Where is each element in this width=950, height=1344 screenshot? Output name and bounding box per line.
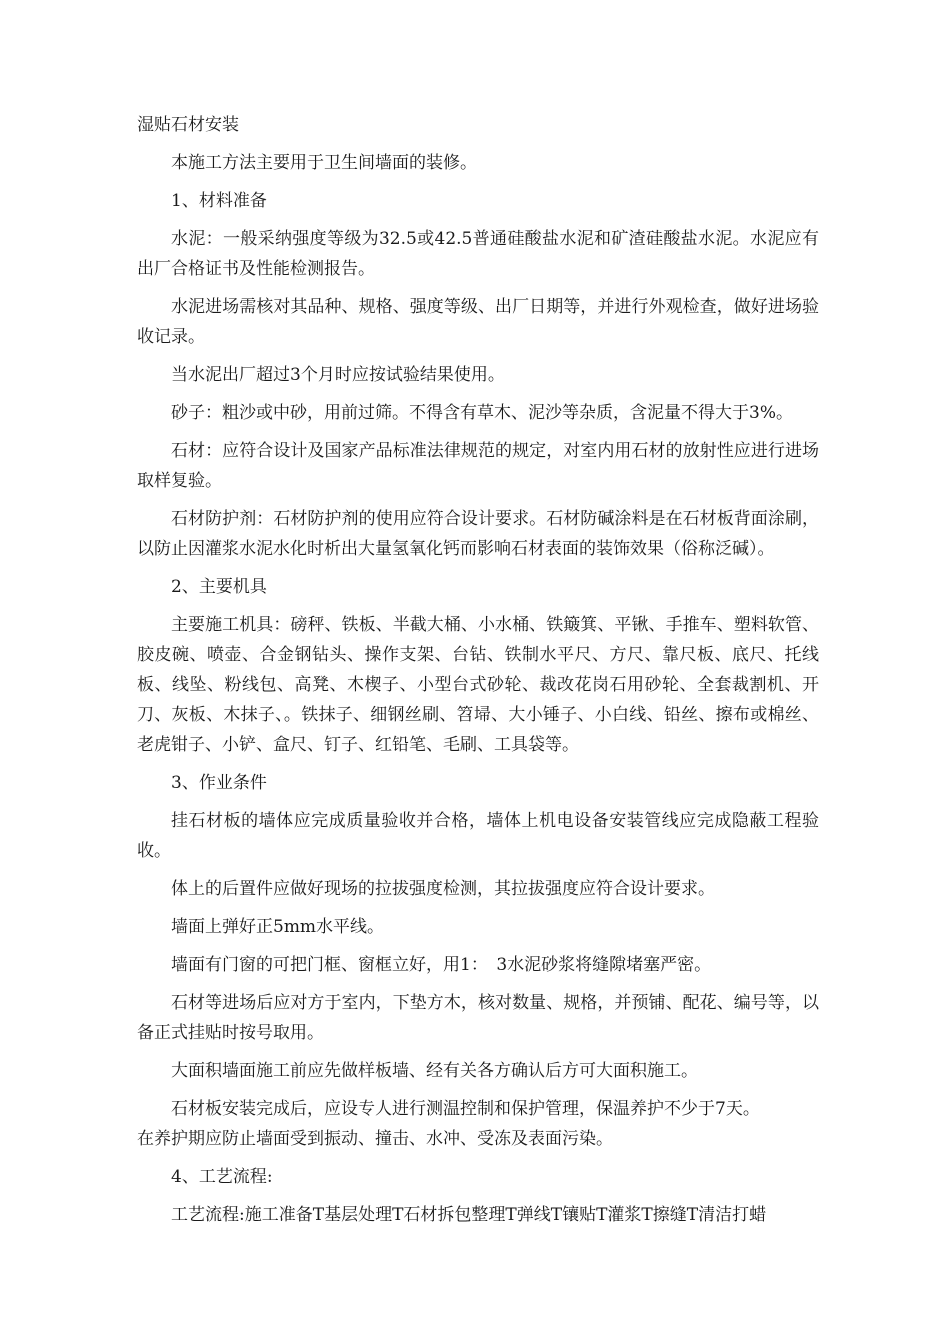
paragraph-intro: 本施工方法主要用于卫生间墙面的装修。 — [171, 153, 477, 173]
paragraph-stone: 石材：应符合设计及国家产品标准法律规范的规定，对室内用石材的放射性应进行进场取样复验。 — [137, 441, 819, 491]
paragraph-pullout-test: 体上的后置件应做好现场的拉拔强度检测，其拉拔强度应符合设计要求。 — [171, 879, 715, 899]
paragraph-process-flow: 工艺流程:施工准备T基层处理T石材拆包整理T弹线T镶贴T灌浆T擦缝T清洁打蜡 — [171, 1205, 767, 1225]
paragraph-stone-protectant: 石材防护剂：石材防护剂的使用应符合设计要求。石材防碱涂料是在石材板背面涂刷，以防止因灌浆水泥水化时析出大量氢氧化钙而影响石材表面的装饰效果（俗称泛碱）。 — [137, 509, 819, 559]
paragraph-cement-inspection: 水泥进场需核对其品种、规格、强度等级、出厂日期等，并进行外观检查，做好进场验收记录。 — [137, 297, 819, 347]
paragraph-tools-list: 主要施工机具：磅秤、铁板、半截大桶、小水桶、铁簸箕、平锹、手推车、塑料软管、胶皮碗、喷壶、合金钢钻头、操作支架、台钻、铁制水平尺、方尺、靠尺板、底尺、托线板、线坠、粉线包、高凳、木楔子、小型台式砂轮、裁改花岗石用砂轮、全套裁割机、开刀、灰板、木抹子、。铁抹子、细钢丝刷、笤埽、大小锤子、小白线、铅丝、擦布或棉丝、老虎钳子、小铲、盒尺、钉子、红铅笔、毛刷、工具袋等。 — [137, 615, 819, 755]
paragraph-cement-expiry: 当水泥出厂超过3个月时应按试验结果使用。 — [171, 365, 505, 385]
paragraph-sand: 砂子：粗沙或中砂，用前过筛。不得含有草木、泥沙等杂质，含泥量不得大于3%。 — [171, 403, 793, 423]
section-heading-tools: 2、主要机具 — [171, 577, 267, 597]
paragraph-door-frames: 墙面有门窗的可把门框、窗框立好，用1： 3水泥砂浆将缝隙堵塞严密。 — [171, 955, 712, 975]
paragraph-sample-wall: 大面积墙面施工前应先做样板墙、经有关各方确认后方可大面积施工。 — [171, 1061, 698, 1081]
section-heading-process: 4、工艺流程: — [171, 1167, 273, 1187]
section-heading-materials: 1、材料准备 — [171, 191, 267, 211]
document-body — [137, 110, 819, 1238]
paragraph-curing: 石材板安装完成后，应设专人进行测温控制和保护管理，保温养护不少于7天。 — [171, 1099, 760, 1119]
section-heading-conditions: 3、作业条件 — [171, 773, 267, 793]
paragraph-cement: 水泥：一般采纳强度等级为32.5或42.5普通硅酸盐水泥和矿渣硅酸盐水泥。水泥应有出厂合格证书及性能检测报告。 — [137, 229, 819, 279]
paragraph-wall-acceptance: 挂石材板的墙体应完成质量验收并合格，墙体上机电设备安装管线应完成隐蔽工程验收。 — [137, 811, 819, 861]
document-title: 湿贴石材安装 — [137, 115, 239, 135]
paragraph-stone-storage: 石材等进场后应对方于室内，下垫方木，核对数量、规格，并预铺、配花、编号等，以备正式挂贴时按号取用。 — [137, 993, 819, 1043]
paragraph-curing-protection: 在养护期应防止墙面受到振动、撞击、水冲、受冻及表面污染。 — [137, 1129, 613, 1149]
paragraph-level-line: 墙面上弹好正5mm水平线。 — [171, 917, 385, 937]
